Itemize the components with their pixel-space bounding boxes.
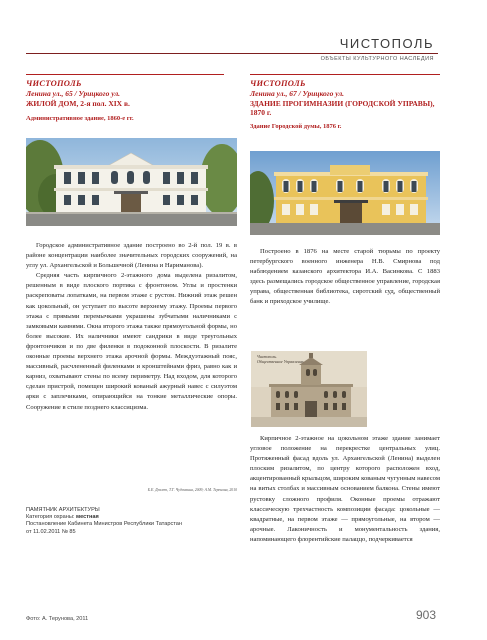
left-paragraph-2: Средняя часть кирпичного 2-этажного дома выделена ризалитом, решенным в виде плоского портика с фронтоном. Углы и простенки раскреповаты лопатками, на первом этаже с рустом. Нижний этаж решен как цокольный, он уступает по высоте верхнему этажу. Проемы первого этажа с прямыми перемычками украшены зубчатыми наличниками с замковыми камнями. Окна второго этажа также прямоугольной формы, но более высокие. Их наличники имеют сандрики в виде треугольных фронтончиков и по две филенки в подоконной плоскости. В ризалите оконные проемы верхнего этажа арочной формы. Междуэтажный пояс, массивный, расчлененный филенками и кронштейнами фриз, равно как и карниз, охватывают стены по всему периметру. Над входом, для которого сделан пристрой, помещен широкий кованый ажурный навес с силуэтом арки с заплечиками, опирающийся на тонкие металлические опоры. Сооружение в стиле позднего классицизма. — [26, 272, 237, 411]
monument-heading: ПАМЯТНИК АРХИТЕКТУРЫ — [26, 507, 100, 513]
right-body-text-top — [250, 247, 440, 308]
left-paragraph-1: Городское административное здание построено во 2-й пол. 19 в. в районе концентрации наиболее значительных городских сооружений, на углу ул. Архангельской и Большечной (Ленина и Нариманова). — [26, 242, 237, 270]
monument-status-block — [26, 507, 237, 536]
right-entry-heading — [250, 74, 440, 130]
right-historic-photo — [251, 351, 367, 427]
monument-decree-line1: Постановление Кабинета Министров Республики Татарстан — [26, 521, 182, 528]
historic-photo-label-title: Общественное Управление. — [257, 359, 305, 364]
left-source-caption: Б.Е. Девлет, Т.Г. Чудочкина, 2009; А.М. Теренова, 2010 — [147, 488, 237, 492]
page-number: 903 — [416, 608, 437, 622]
left-entry-heading — [26, 74, 224, 122]
running-header-subtitle: ОБЪЕКТЫ КУЛЬТУРНОГО НАСЛЕДИЯ — [320, 56, 434, 62]
photo-credit: Фото: А. Терунова, 2011 — [26, 616, 89, 622]
historic-photo-label — [257, 354, 304, 364]
left-city: ЧИСТОПОЛЬ — [26, 78, 82, 88]
left-object-subtitle: Административное здание, 1860-е гг. — [26, 115, 134, 122]
right-address: Ленина ул., 67 / Урицкого ул. — [250, 89, 345, 98]
left-object-title: ЖИЛОЙ ДОМ, 2-я пол. XIX в. — [26, 99, 130, 108]
left-body-text — [26, 241, 237, 413]
header-divider — [26, 53, 438, 54]
left-heading-rule — [26, 74, 224, 75]
right-heading-rule — [250, 74, 440, 75]
monument-category-value: местная — [76, 514, 99, 521]
right-object-subtitle: Здание Городской думы, 1876 г. — [250, 123, 342, 130]
monument-category-label: Категория охраны: — [26, 514, 75, 521]
left-address: Ленина ул., 65 / Урицкого ул. — [26, 89, 121, 98]
right-building-photo — [250, 151, 440, 235]
right-object-title: ЗДАНИЕ ПРОГИМНАЗИИ (ГОРОДСКОЙ УПРАВЫ), 1870 г. — [250, 99, 435, 117]
right-body-text-bottom — [250, 434, 440, 545]
right-paragraph-1: Построено в 1876 на месте старой тюрьмы по проекту петербургского военного инженера Н.В. Смирнова под наблюдением казанского архитектора И.А. Васинкова. С 1883 здесь размещались городское общественное управление, городская управа, общественная библиотека, сиротский суд, общественный банк и приходское училище. — [250, 248, 440, 306]
left-building-photo — [26, 138, 237, 226]
right-city: ЧИСТОПОЛЬ — [250, 78, 306, 88]
right-paragraph-2: Кирпичное 2-этажное на цокольном этаже здание занимает угловое положение на перекрестке центральных улиц. Протяженный фасад вдоль ул. Архангельской (Ленина) выделен плоским ризалитом, по центру которого расположен вход, акцентированный крыльцом, широким кованым чугунным навесом на витых столбах и массивным основанием балкона. Стены имеют рустовку сложного профиля. Оконные проемы отражают классическую трехчастность композиции фасада: цокольные — квадратные, на первом этаже — прямоугольные, на втором — арочные. Лаконичность и монументальность здания, напоминающего флорентийские палаццо, подчеркивается — [250, 435, 440, 543]
running-header-title: ЧИСТОПОЛЬ — [339, 36, 434, 51]
historic-photo-label-city: Чистополь. — [257, 354, 277, 359]
monument-decree-line2: от 11.02.2011 № 85 — [26, 528, 76, 535]
monument-category — [26, 514, 237, 521]
